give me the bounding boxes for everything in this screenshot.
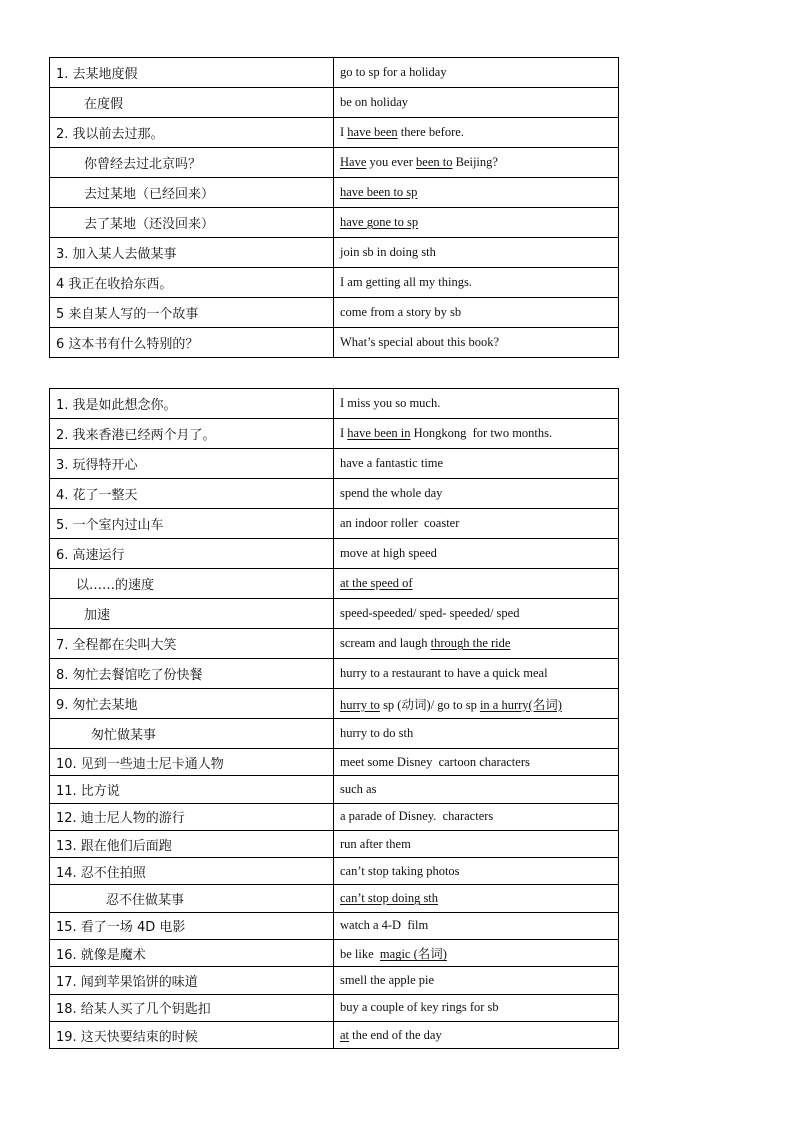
table-row: [50, 178, 619, 208]
chinese-cell: 16. 就像是魔术: [50, 940, 334, 967]
text-segment: hurry to a restaurant to have a quick meal: [340, 666, 548, 680]
chinese-cell: 5. 一个室内过山车: [50, 509, 334, 539]
text-segment: move at high speed: [340, 546, 437, 560]
english-cell: [334, 208, 619, 238]
table-row: [50, 389, 619, 419]
table-row: [50, 719, 619, 749]
chinese-cell: 去了某地（还没回来）: [50, 208, 334, 238]
table-row: [50, 994, 619, 1021]
table-row: [50, 479, 619, 509]
english-cell: [334, 994, 619, 1021]
chinese-cell: 1. 去某地度假: [50, 58, 334, 88]
underlined-text: Have: [340, 155, 367, 169]
english-cell: [334, 629, 619, 659]
english-cell: [334, 88, 619, 118]
table-row: [50, 776, 619, 803]
chinese-cell: 14. 忍不住拍照: [50, 858, 334, 885]
text-segment: speed-speeded/ sped- speeded/ sped: [340, 606, 520, 620]
english-cell: [334, 858, 619, 885]
table-row: [50, 885, 619, 912]
table-row: [50, 858, 619, 885]
text-segment: an indoor roller coaster: [340, 516, 460, 530]
chinese-cell: 4 我正在收拾东西。: [50, 268, 334, 298]
table-row: [50, 599, 619, 629]
text-segment: have a fantastic time: [340, 456, 444, 470]
underlined-text: have been: [347, 125, 398, 139]
english-cell: [334, 776, 619, 803]
table-row: [50, 830, 619, 857]
chinese-cell: 15. 看了一场 4D 电影: [50, 912, 334, 939]
chinese-cell: 13. 跟在他们后面跑: [50, 830, 334, 857]
english-cell: [334, 885, 619, 912]
chinese-cell: 18. 给某人买了几个钥匙扣: [50, 994, 334, 1021]
underlined-text: in a hurry(名词): [479, 697, 562, 712]
english-cell: [334, 659, 619, 689]
text-segment: come from a story by sb: [340, 305, 462, 319]
english-cell: [334, 238, 619, 268]
underlined-text: through the ride: [430, 636, 511, 650]
chinese-cell: 8. 匆忙去餐馆吃了份快餐: [50, 659, 334, 689]
chinese-cell: 6 这本书有什么特别的？: [50, 328, 334, 358]
chinese-cell: 2. 我来香港已经两个月了。: [50, 419, 334, 449]
chinese-cell: 去过某地（已经回来）: [50, 178, 334, 208]
text-segment: you ever: [366, 155, 417, 169]
text-segment: spend the whole day: [340, 486, 443, 500]
underlined-text: hurry to: [340, 697, 380, 712]
chinese-cell: 17. 闻到苹果馅饼的味道: [50, 967, 334, 994]
phrase-table-1: [49, 57, 619, 358]
text-segment: I am getting all my things.: [340, 275, 472, 289]
text-segment: be on holiday: [340, 95, 409, 109]
underlined-text: have gone to sp: [340, 215, 419, 229]
english-cell: [334, 830, 619, 857]
text-segment: be like: [340, 947, 380, 962]
english-cell: [334, 569, 619, 599]
chinese-cell: 匆忙做某事: [50, 719, 334, 749]
chinese-cell: 9. 匆忙去某地: [50, 689, 334, 719]
text-segment: meet some Disney cartoon characters: [340, 754, 530, 769]
english-cell: [334, 912, 619, 939]
english-cell: [334, 298, 619, 328]
table-row: [50, 148, 619, 178]
english-cell: [334, 419, 619, 449]
english-cell: [334, 940, 619, 967]
text-segment: a parade of Disney. characters: [340, 809, 494, 824]
text-segment: I: [340, 125, 348, 139]
table-row: [50, 659, 619, 689]
underlined-text: magic (名词): [379, 947, 447, 962]
english-cell: [334, 389, 619, 419]
text-segment: smell the apple pie: [340, 973, 435, 988]
text-segment: go to sp for a holiday: [340, 65, 447, 79]
text-segment: buy a couple of key rings for sb: [340, 1000, 499, 1015]
chinese-cell: 3. 玩得特开心: [50, 449, 334, 479]
table-row: [50, 328, 619, 358]
chinese-cell: 以……的速度: [50, 569, 334, 599]
chinese-cell: 2. 我以前去过那。: [50, 118, 334, 148]
table-row: [50, 238, 619, 268]
table-row: [50, 967, 619, 994]
text-segment: Hongkong for two months.: [410, 426, 553, 440]
table-row: [50, 629, 619, 659]
table-row: [50, 118, 619, 148]
chinese-cell: 6. 高速运行: [50, 539, 334, 569]
english-cell: [334, 118, 619, 148]
underlined-text: have been in: [347, 426, 411, 440]
english-cell: [334, 967, 619, 994]
chinese-cell: 你曾经去过北京吗？: [50, 148, 334, 178]
table-row: [50, 749, 619, 776]
text-segment: watch a 4-D film: [340, 918, 429, 933]
english-cell: [334, 539, 619, 569]
text-segment: hurry to do sth: [340, 726, 414, 740]
table-row: [50, 298, 619, 328]
english-cell: [334, 689, 619, 719]
text-segment: the end of the day: [349, 1027, 442, 1042]
table-row: [50, 689, 619, 719]
chinese-cell: 忍不住做某事: [50, 885, 334, 912]
underlined-text: at: [340, 1027, 350, 1042]
text-segment: scream and laugh: [340, 636, 431, 650]
table-row: [50, 509, 619, 539]
table-row: [50, 88, 619, 118]
chinese-cell: 4. 花了一整天: [50, 479, 334, 509]
text-segment: I miss you so much.: [340, 396, 441, 410]
table-row: [50, 58, 619, 88]
text-segment: can’t stop taking photos: [340, 863, 460, 878]
table-row: [50, 912, 619, 939]
english-cell: [334, 479, 619, 509]
english-cell: [334, 58, 619, 88]
english-cell: [334, 599, 619, 629]
text-segment: run after them: [340, 836, 411, 851]
english-cell: [334, 803, 619, 830]
chinese-cell: 3. 加入某人去做某事: [50, 238, 334, 268]
text-segment: sp (动词)/ go to sp: [379, 697, 480, 712]
chinese-cell: 7. 全程都在尖叫大笑: [50, 629, 334, 659]
table-row: [50, 1021, 619, 1048]
underlined-text: can’t stop doing sth: [340, 891, 439, 906]
english-cell: [334, 719, 619, 749]
underlined-text: been to: [416, 155, 453, 169]
text-segment: there before.: [397, 125, 464, 139]
chinese-cell: 加速: [50, 599, 334, 629]
table-row: [50, 268, 619, 298]
text-segment: such as: [340, 781, 377, 796]
chinese-cell: 1. 我是如此想念你。: [50, 389, 334, 419]
english-cell: [334, 268, 619, 298]
english-cell: [334, 449, 619, 479]
english-cell: [334, 328, 619, 358]
underlined-text: at the speed of: [340, 576, 413, 590]
chinese-cell: 19. 这天快要结束的时候: [50, 1021, 334, 1048]
table-row: [50, 449, 619, 479]
chinese-cell: 5 来自某人写的一个故事: [50, 298, 334, 328]
table-row: [50, 419, 619, 449]
chinese-cell: 10. 见到一些迪士尼卡通人物: [50, 749, 334, 776]
table-row: [50, 940, 619, 967]
table-row: [50, 803, 619, 830]
phrase-table-2: [49, 388, 619, 1049]
english-cell: [334, 1021, 619, 1048]
chinese-cell: 12. 迪士尼人物的游行: [50, 803, 334, 830]
text-segment: I: [340, 426, 348, 440]
chinese-cell: 11. 比方说: [50, 776, 334, 803]
table-row: [50, 539, 619, 569]
chinese-cell: 在度假: [50, 88, 334, 118]
english-cell: [334, 749, 619, 776]
text-segment: What’s special about this book?: [340, 335, 499, 349]
text-segment: Beijing?: [452, 155, 498, 169]
english-cell: [334, 509, 619, 539]
table-row: [50, 569, 619, 599]
table-row: [50, 208, 619, 238]
english-cell: [334, 148, 619, 178]
text-segment: join sb in doing sth: [340, 245, 436, 259]
underlined-text: have been to sp: [340, 185, 418, 199]
english-cell: [334, 178, 619, 208]
